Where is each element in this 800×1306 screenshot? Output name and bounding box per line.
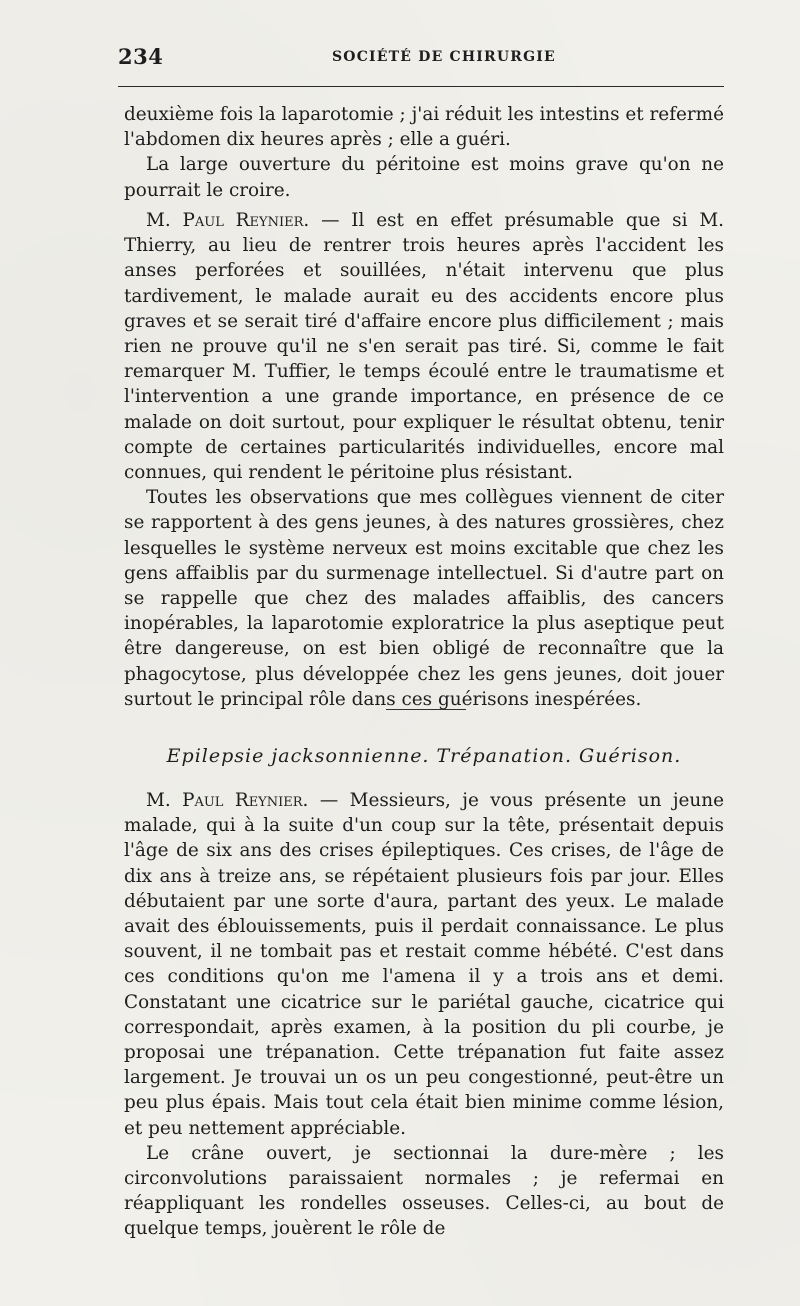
reply-paragraph-text: — Il est en effet présumable que si M. Thierry, au lieu de rentrer trois heures après l'accident les anses perforées et souillées, n'était intervenu que plus tardivement, le malade aurait eu des accidents encore plus graves et se serait tiré d'affaire encore plus difficilement ; mais rien ne prouve qu'il ne s'en serait pas tiré. Si, comme le fait remarquer M. Tuffier, le temps écoulé entre le traumatisme et l'intervention a une grande importance, en présence de ce malade on doit surtout, pour expliquer le résultat obtenu, tenir compte de certaines particularités individuelles, encore mal connues, qui rendent le péritoine plus résistant. [124,210,724,484]
section-divider [386,709,466,710]
reply-text [124,208,724,712]
section-text [124,788,724,1242]
reply-paragraph: Toutes les observations que mes collègues viennent de citer se rapportent à des gens jeunes, à des natures grossières, chez lesquelles le système nerveux est moins excitable que chez les gens affaiblis par du surmenage intellectuel. Si d'autre part on se rappelle que chez des malades affaiblis, des cancers inopérables, la laparotomie exploratrice la plus aseptique peut être dangereuse, on est bien obligé de reconnaître que la phagocytose, plus développée chez les gens jeunes, doit jouer surtout le principal rôle dans ces guérisons inespérées. [124,487,724,710]
page-number: 234 [118,44,164,69]
speaker-name: M. Paul Reynier. [146,210,310,231]
section-paragraph-text: — Messieurs, je vous présente un jeune malade, qui à la suite d'un coup sur la tête, présentait depuis l'âge de six ans des crises épileptiques. Ces crises, de l'âge de dix ans à treize ans, se répétaient plusieurs fois par jour. Elles débutaient par une sorte d'aura, partant des yeux. Le malade avait des éblouissements, puis il perdait connaissance. Le plus souvent, il ne tombait pas et restait comme hébété. C'est dans ces conditions qu'on me l'amena il y a trois ans et demi. Constatant une cicatrice sur le pariétal gauche, cicatrice qui correspondait, après examen, à la position du pli courbe, je proposai une trépanation. Cette trépanation fut faite assez largement. Je trouvai un os un peu congestionné, peut-être un peu plus épais. Mais tout cela était bien minime comme lésion, et peu nettement appréciable. [124,790,724,1139]
continuation-text [124,102,724,203]
running-head [118,44,724,72]
header-rule [118,86,724,87]
section-paragraph [124,788,724,1141]
continuation-paragraph: deuxième fois la laparotomie ; j'ai réduit les intestins et refermé l'abdomen dix heures après ; elle a guéri. [124,104,724,151]
reply-paragraph [124,208,724,485]
speaker-name: M. Paul Reynier. [146,790,309,811]
section-title: Epilepsie jacksonnienne. Trépanation. Guérison. [166,745,682,767]
journal-title: SOCIÉTÉ DE CHIRURGIE [332,49,556,65]
continuation-paragraph: La large ouverture du péritoine est moins grave qu'on ne pourrait le croire. [124,154,724,201]
section-paragraph: Le crâne ouvert, je sectionnai la dure-mère ; les circonvolutions paraissaient normales ; je refermai en réappliquant les rondelles osseuses. Celles-ci, au bout de quelque temps, jouèrent le rôle de [124,1142,724,1240]
